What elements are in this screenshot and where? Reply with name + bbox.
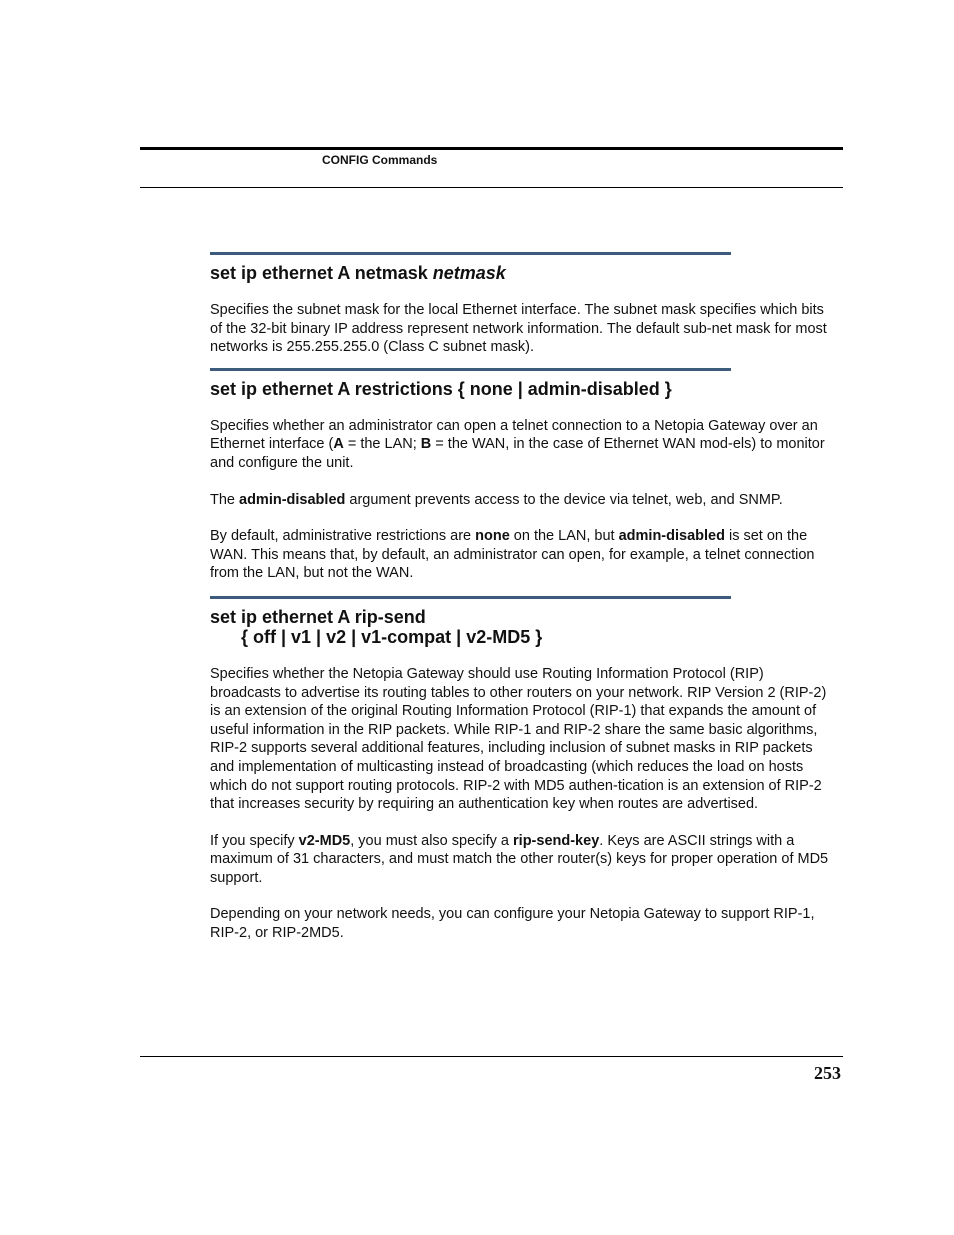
footer-rule xyxy=(140,1056,843,1057)
title-command: set ip ethernet A netmask xyxy=(210,263,433,283)
section-rule-netmask xyxy=(210,252,731,255)
restrictions-description: Specifies whether an administrator can open a telnet connection to a Netopia Gateway over an Ethernet interface (A = the LAN; B = the WAN, in the case of Ethernet WAN mod-els) to monitor and configure the unit. xyxy=(210,417,825,471)
title-line-2: { off | v1 | v2 | v1-compat | v2-MD5 } xyxy=(241,626,543,647)
netmask-description: Specifies the subnet mask for the local Ethernet interface. The subnet mask specifies which bits of the 32-bit binary IP address represent network information. The default sub-net mask for most networks is 255.255.255.0 (Class C subnet mask). xyxy=(210,302,827,356)
section-title-netmask xyxy=(210,263,832,283)
page-number: 253 xyxy=(814,1063,841,1083)
header-rule-top xyxy=(140,147,843,150)
page-content xyxy=(210,252,832,943)
section-title-rip-send xyxy=(210,607,832,647)
header-rule-bottom xyxy=(140,187,843,188)
section-title-restrictions: set ip ethernet A restrictions { none | admin-disabled } xyxy=(210,378,672,399)
section-rule-restrictions xyxy=(210,368,731,371)
restrictions-default-description: By default, administrative restrictions are none on the LAN, but admin-disabled is set on the WAN. This means that, by default, an administrator can open, for example, a telnet connection from the LAN, but not the WAN. xyxy=(210,528,815,582)
title-param: netmask xyxy=(432,263,506,283)
rip-support-description: Depending on your network needs, you can configure your Netopia Gateway to support RIP-1, RIP-2, or RIP-2MD5. xyxy=(210,906,815,942)
admin-disabled-description: The admin-disabled argument prevents access to the device via telnet, web, and SNMP. xyxy=(210,491,783,508)
title-line-1: set ip ethernet A rip-send xyxy=(210,606,426,627)
running-header-title: CONFIG Commands xyxy=(322,153,438,167)
section-rule-rip-send xyxy=(210,596,731,599)
md5-key-description: If you specify v2-MD5, you must also specify a rip-send-key. Keys are ASCII strings with a maximum of 31 characters, and must match the other router(s) keys for proper operation of MD5 support. xyxy=(210,832,829,886)
rip-send-description: Specifies whether the Netopia Gateway should use Routing Information Protocol (RIP) broadcasts to advertise its routing tables to other routers on your network. RIP Version 2 (RIP-2) is an extension of the original Routing Information Protocol (RIP-1) that expands the amount of useful information in the RIP packets. While RIP-1 and RIP-2 share the same basic algorithms, RIP-2 supports several additional features, including inclusion of subnet masks in RIP packets and implementation of multicasting instead of broadcasting (which reduces the load on hosts which do not support routing protocols. RIP-2 with MD5 authen-tication is an extension of RIP-2 that increases security by requiring an authentication key when routes are advertised. xyxy=(210,665,827,813)
